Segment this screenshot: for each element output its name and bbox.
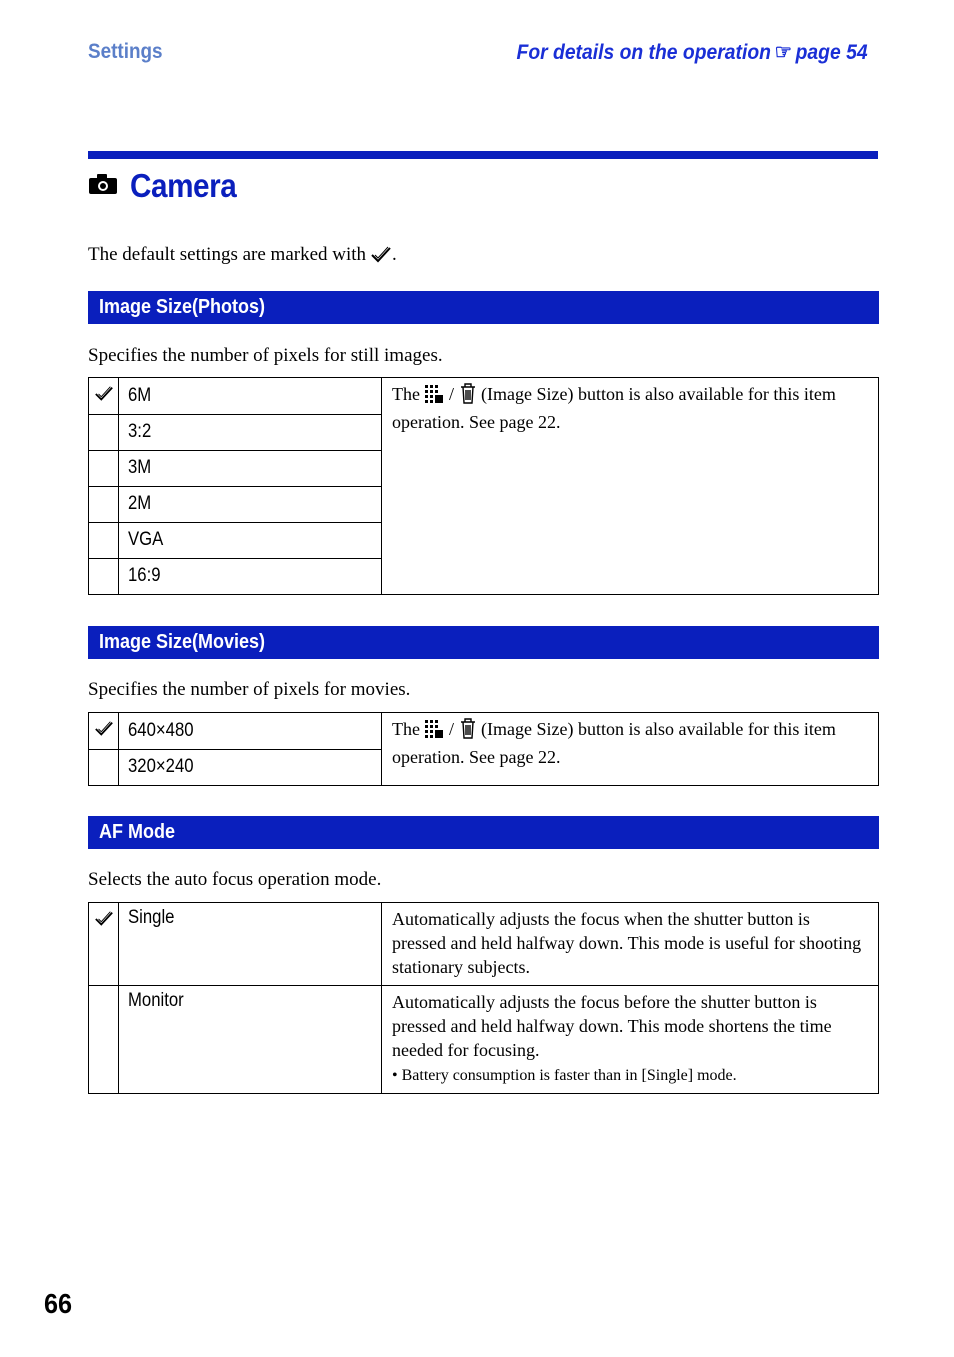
option-description (382, 986, 879, 1094)
details-page: page 54 (796, 41, 868, 64)
option-label: 3M (119, 451, 382, 487)
empty-check-cell (89, 559, 119, 595)
options-table-af-mode (88, 902, 879, 1094)
check-icon (89, 910, 118, 928)
option-label: 6M (119, 378, 382, 415)
header-details-link[interactable] (517, 40, 868, 65)
page-number: 66 (44, 1288, 73, 1319)
table-row (89, 713, 879, 750)
pointing-hand-icon: ☞ (775, 41, 793, 64)
trash-icon (459, 382, 477, 410)
check-icon (89, 720, 118, 738)
option-label: 3:2 (119, 415, 382, 451)
option-label: Monitor (119, 986, 382, 1094)
table-row (89, 378, 879, 415)
title-text: Camera (130, 167, 237, 204)
details-prefix: For details on the operation (516, 41, 772, 64)
trash-icon (459, 717, 477, 745)
option-note: The / (Image Size) button is also available for this item operation. See page 22. (382, 713, 879, 786)
default-check-cell (89, 903, 119, 986)
header-section-link[interactable]: Settings (88, 40, 163, 63)
table-row (89, 986, 879, 1094)
option-description: Automatically adjusts the focus when the shutter button is pressed and held halfway down. This mode is useful for shooting stationary subjects. (382, 903, 879, 986)
section-heading-photos: Image Size(Photos) (88, 291, 879, 324)
image-size-icon (424, 719, 444, 745)
option-label: Single (119, 903, 382, 986)
empty-check-cell (89, 487, 119, 523)
default-check-cell (89, 713, 119, 750)
section-description-af-mode: Selects the auto focus operation mode. (88, 869, 382, 890)
option-description-text: Automatically adjusts the focus before the shutter button is pressed and held halfway down. This mode shortens the time needed for focusing. (392, 992, 832, 1060)
check-icon (89, 385, 118, 403)
title-rule (88, 151, 878, 159)
empty-check-cell (89, 986, 119, 1094)
section-description-photos: Specifies the number of pixels for still images. (88, 345, 443, 366)
empty-check-cell (89, 523, 119, 559)
table-row (89, 903, 879, 986)
option-label: 2M (119, 487, 382, 523)
section-heading-af-mode: AF Mode (88, 816, 879, 849)
image-size-icon (424, 384, 444, 410)
intro-text: The default settings are marked with . (88, 244, 397, 270)
default-check-cell (89, 378, 119, 415)
option-label: 320×240 (119, 750, 382, 786)
options-table-photos (88, 377, 879, 595)
check-icon (370, 246, 392, 270)
section-description-movies: Specifies the number of pixels for movies. (88, 679, 411, 700)
camera-icon (88, 173, 118, 200)
empty-check-cell (89, 750, 119, 786)
option-label: 640×480 (119, 713, 382, 750)
section-heading-movies: Image Size(Movies) (88, 626, 879, 659)
option-label: VGA (119, 523, 382, 559)
option-note: The / (Image Size) button is also available for this item operation. See page 22. (382, 378, 879, 595)
options-table-movies (88, 712, 879, 786)
option-bullet-note: • Battery consumption is faster than in [Single] mode. (392, 1067, 737, 1084)
empty-check-cell (89, 451, 119, 487)
page-title (88, 166, 248, 206)
option-label: 16:9 (119, 559, 382, 595)
empty-check-cell (89, 415, 119, 451)
